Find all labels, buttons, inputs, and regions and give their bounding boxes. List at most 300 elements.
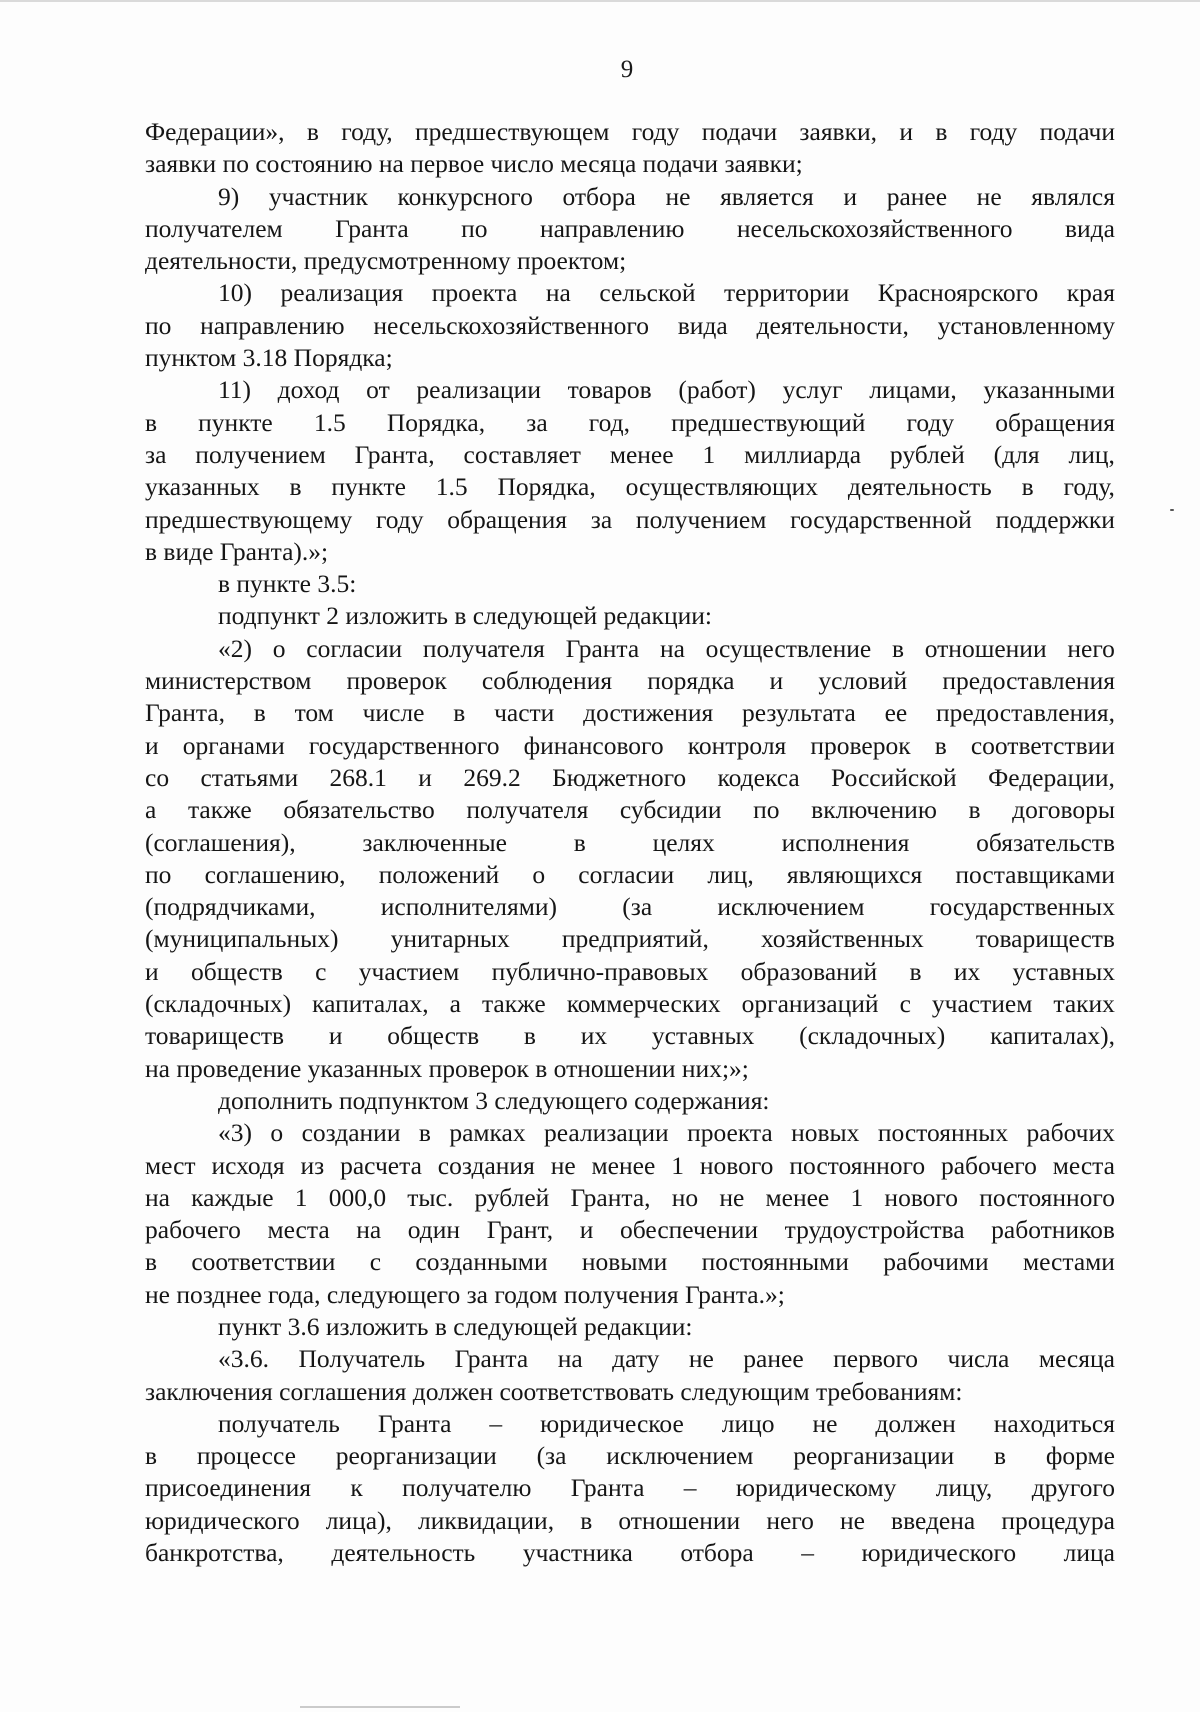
word: указанных bbox=[145, 472, 260, 502]
text-line bbox=[145, 1150, 1115, 1182]
word: – bbox=[801, 1538, 814, 1568]
word: году bbox=[375, 504, 424, 534]
word: отношении bbox=[618, 1505, 741, 1535]
word: ранее bbox=[743, 1344, 804, 1374]
word: создания bbox=[437, 1150, 535, 1180]
word: таких bbox=[1053, 989, 1115, 1019]
word: на bbox=[356, 1215, 382, 1245]
text-line bbox=[145, 407, 1115, 439]
word: достижения bbox=[583, 698, 714, 728]
word: хозяйственных bbox=[760, 924, 924, 954]
page-number: 9 bbox=[620, 56, 634, 83]
word: по bbox=[145, 310, 172, 340]
word: рабочими bbox=[883, 1247, 989, 1277]
word: товариществ bbox=[145, 1021, 285, 1051]
word: статьями bbox=[200, 762, 299, 792]
word: форме bbox=[1045, 1441, 1115, 1471]
text-line bbox=[145, 1214, 1115, 1246]
word: Гранта, bbox=[570, 1182, 651, 1212]
word: за bbox=[590, 504, 613, 534]
word: получателя bbox=[422, 633, 545, 663]
word: соответствии bbox=[970, 730, 1115, 760]
word: проверок bbox=[346, 666, 447, 696]
word: расчета bbox=[340, 1150, 422, 1180]
word: реорганизации bbox=[335, 1441, 497, 1471]
word: первого bbox=[833, 1344, 919, 1374]
word: участием bbox=[358, 956, 460, 986]
word: заключенные bbox=[362, 827, 507, 857]
word: в bbox=[418, 1118, 431, 1148]
word: к bbox=[350, 1473, 363, 1503]
text-line bbox=[145, 213, 1115, 245]
word: юридическому bbox=[735, 1473, 897, 1503]
word: согласии bbox=[306, 633, 403, 663]
word: включению bbox=[811, 795, 937, 825]
text-line bbox=[145, 181, 1115, 213]
word: публично-правовых bbox=[491, 956, 709, 986]
word: в bbox=[306, 117, 319, 146]
word: году bbox=[969, 117, 1018, 146]
word: исходя bbox=[211, 1150, 285, 1180]
word: в bbox=[994, 1441, 1007, 1471]
word: вида bbox=[1064, 213, 1115, 243]
word: юридического bbox=[861, 1538, 1017, 1568]
word: Порядка, bbox=[386, 407, 486, 437]
word: обязательство bbox=[283, 795, 435, 825]
word: создании bbox=[301, 1118, 401, 1148]
word: целях bbox=[652, 827, 715, 857]
word: местами bbox=[1022, 1247, 1115, 1277]
word: результата bbox=[741, 698, 856, 728]
text-line bbox=[145, 1343, 1115, 1375]
word: должен bbox=[875, 1408, 956, 1438]
word: месяца bbox=[1038, 1344, 1115, 1374]
text-line bbox=[145, 697, 1115, 729]
word: участник bbox=[268, 181, 368, 211]
word: отношении bbox=[924, 633, 1047, 663]
text-line: деятельности, предусмотренному проектом; bbox=[145, 246, 627, 276]
document-body bbox=[145, 116, 1115, 1569]
text-line: подпункт 2 изложить в следующей редакции: bbox=[218, 601, 712, 631]
word: составляет bbox=[463, 439, 581, 469]
word: края bbox=[1066, 278, 1115, 308]
word: части bbox=[494, 698, 555, 728]
text-line: в пункте 3.5: bbox=[218, 569, 357, 599]
word: лицо bbox=[721, 1408, 775, 1438]
word: исполнителями) bbox=[380, 892, 558, 922]
word: Грант, bbox=[486, 1215, 554, 1245]
word: получением bbox=[635, 504, 767, 534]
word: рабочих bbox=[1026, 1118, 1115, 1148]
text-line: на проведение указанных проверок в отношении них;»; bbox=[145, 1053, 749, 1083]
word: рублей bbox=[889, 439, 965, 469]
word: и bbox=[769, 666, 784, 696]
word: Бюджетного bbox=[552, 762, 687, 792]
word: и bbox=[328, 1021, 343, 1051]
word: процедура bbox=[1001, 1505, 1115, 1535]
word: ее bbox=[884, 698, 908, 728]
word: в bbox=[145, 1441, 158, 1471]
word: 268.1 bbox=[329, 762, 387, 792]
text-line bbox=[145, 891, 1115, 923]
word: 000,0 bbox=[328, 1182, 387, 1212]
word: созданными bbox=[415, 1247, 548, 1277]
text-line bbox=[145, 1182, 1115, 1214]
word: деятельность bbox=[331, 1538, 476, 1568]
text-line bbox=[145, 762, 1115, 794]
text-line bbox=[145, 1505, 1115, 1537]
word: предоставления, bbox=[936, 698, 1115, 728]
word: о bbox=[272, 633, 286, 663]
word: по bbox=[461, 213, 488, 243]
word: являющихся bbox=[786, 859, 923, 889]
word: соответствии bbox=[191, 1247, 336, 1277]
word: направлению bbox=[200, 310, 345, 340]
word: организаций bbox=[741, 989, 879, 1019]
text-line bbox=[145, 956, 1115, 988]
text-line bbox=[145, 988, 1115, 1020]
text-line: дополнить подпунктом 3 следующего содержания: bbox=[218, 1085, 770, 1115]
word: и bbox=[418, 762, 432, 792]
word: на bbox=[545, 278, 571, 308]
word: сельской bbox=[599, 278, 696, 308]
word: в bbox=[580, 1505, 593, 1535]
word: лицу, bbox=[935, 1473, 993, 1503]
word: не bbox=[812, 1408, 838, 1438]
word: Гранта bbox=[454, 1344, 529, 1374]
word: него bbox=[1067, 633, 1115, 663]
word: отбора bbox=[680, 1538, 754, 1568]
word: в bbox=[523, 1021, 536, 1051]
word: менее bbox=[591, 1150, 656, 1180]
text-line: в виде Гранта).»; bbox=[145, 536, 329, 566]
word: мест bbox=[145, 1150, 196, 1180]
word: капиталах), bbox=[990, 1021, 1115, 1051]
word: менее bbox=[609, 439, 674, 469]
word: не bbox=[665, 181, 691, 211]
text-line bbox=[145, 1537, 1115, 1569]
word: направлению bbox=[539, 213, 685, 243]
word: тыс. bbox=[407, 1182, 454, 1212]
word: (за bbox=[536, 1441, 567, 1471]
word: пункте bbox=[198, 407, 273, 437]
word: указанными bbox=[983, 375, 1115, 405]
word: «2) bbox=[218, 633, 252, 663]
text-line bbox=[145, 827, 1115, 859]
word: образований bbox=[740, 956, 878, 986]
word: него bbox=[766, 1505, 814, 1535]
word: финансового bbox=[523, 730, 664, 760]
text-line bbox=[145, 730, 1115, 762]
word: 10) bbox=[218, 278, 252, 308]
word: введена bbox=[891, 1505, 976, 1535]
word: в bbox=[934, 730, 947, 760]
word: Гранта bbox=[565, 633, 640, 663]
word: в bbox=[968, 795, 981, 825]
word: получателю bbox=[402, 1473, 532, 1503]
word: в bbox=[145, 1247, 158, 1277]
word: с bbox=[315, 956, 327, 986]
word: места bbox=[267, 1215, 330, 1245]
text-line bbox=[145, 116, 1115, 148]
word: находиться bbox=[993, 1408, 1115, 1438]
word: Получатель bbox=[298, 1344, 426, 1374]
word: году, bbox=[1063, 472, 1115, 502]
word: на bbox=[145, 1182, 170, 1212]
word: государственной bbox=[790, 504, 972, 534]
word: году bbox=[631, 117, 680, 146]
word: менее bbox=[765, 1182, 830, 1212]
scan-speck bbox=[1170, 509, 1174, 511]
word: 11) bbox=[218, 375, 252, 405]
word: и bbox=[843, 181, 858, 211]
word: – bbox=[489, 1408, 503, 1438]
word: товаров bbox=[567, 375, 652, 405]
word: пункте bbox=[331, 472, 406, 502]
text-line: пунктом 3.18 Порядка; bbox=[145, 343, 393, 373]
word: на bbox=[557, 1344, 583, 1374]
text-line bbox=[145, 1408, 1115, 1440]
word: о bbox=[270, 1118, 284, 1148]
word: участника bbox=[522, 1538, 633, 1568]
word: по bbox=[753, 795, 780, 825]
word: не bbox=[839, 1505, 865, 1535]
word: нового bbox=[699, 1150, 774, 1180]
word: лиц, bbox=[707, 859, 754, 889]
word: год, bbox=[588, 407, 630, 437]
text-line bbox=[145, 1117, 1115, 1149]
text-line: заявки по состоянию на первое число месяца подачи заявки; bbox=[145, 149, 803, 179]
word: присоединения bbox=[145, 1473, 312, 1503]
word: кодекса bbox=[717, 762, 800, 792]
word: из bbox=[300, 1150, 325, 1180]
word: осуществляющих bbox=[625, 472, 819, 502]
word: проекта bbox=[431, 278, 518, 308]
word: реализации bbox=[416, 375, 541, 405]
word: субсидии bbox=[619, 795, 722, 825]
word: предшествующий bbox=[671, 407, 866, 437]
word: от bbox=[366, 375, 390, 405]
word: обществ bbox=[190, 956, 283, 986]
word: работников bbox=[991, 1215, 1115, 1245]
word: государственного bbox=[308, 730, 500, 760]
word: постоянного bbox=[979, 1182, 1115, 1212]
word: Гранта bbox=[377, 1408, 452, 1438]
word: но bbox=[671, 1182, 699, 1212]
word: обязательств bbox=[976, 827, 1115, 857]
word: 269.2 bbox=[463, 762, 521, 792]
text-line bbox=[145, 633, 1115, 665]
word: (складочных) bbox=[799, 1021, 946, 1051]
word: том bbox=[294, 698, 334, 728]
word: министерством bbox=[145, 666, 312, 696]
word: юридическое bbox=[540, 1408, 684, 1438]
text-line bbox=[145, 794, 1115, 826]
word: Красноярского bbox=[877, 278, 1039, 308]
word: получатель bbox=[218, 1408, 340, 1438]
text-line bbox=[145, 471, 1115, 503]
word: рублей bbox=[474, 1182, 550, 1212]
word: в bbox=[253, 698, 266, 728]
word: органами bbox=[182, 730, 285, 760]
text-line bbox=[145, 665, 1115, 697]
word: Гранта, bbox=[354, 439, 435, 469]
word: и bbox=[145, 956, 159, 986]
text-line bbox=[145, 310, 1115, 342]
word: с bbox=[369, 1247, 382, 1277]
word: рабочего bbox=[940, 1150, 1037, 1180]
word: в bbox=[145, 407, 158, 437]
word: капиталах, bbox=[312, 989, 429, 1019]
word: предшествующем bbox=[414, 117, 610, 146]
word: новыми bbox=[581, 1247, 668, 1277]
word: получателя bbox=[466, 795, 589, 825]
word: 1 bbox=[671, 1150, 684, 1180]
word: предшествующему bbox=[145, 504, 353, 534]
text-line bbox=[145, 504, 1115, 536]
word: банкротства, bbox=[145, 1538, 284, 1568]
word: предоставления bbox=[942, 666, 1115, 696]
word: один bbox=[407, 1215, 461, 1245]
word: вида bbox=[677, 310, 728, 340]
word: контроля bbox=[687, 730, 787, 760]
word: их bbox=[953, 956, 981, 986]
word: (за bbox=[622, 892, 653, 922]
word: «3.6. bbox=[218, 1344, 269, 1374]
word: «3) bbox=[218, 1118, 252, 1148]
word: Гранта bbox=[335, 213, 409, 243]
word: обеспечении bbox=[619, 1215, 759, 1245]
word: деятельности, bbox=[756, 310, 909, 340]
word: Федерации», bbox=[145, 117, 285, 146]
word: в bbox=[573, 827, 586, 857]
word: является bbox=[720, 181, 814, 211]
word: доход bbox=[277, 375, 340, 405]
word: (для bbox=[993, 439, 1040, 469]
word: места bbox=[1052, 1150, 1115, 1180]
word: обращения bbox=[995, 407, 1115, 437]
text-line bbox=[145, 923, 1115, 955]
word: также bbox=[187, 795, 252, 825]
word: постоянными bbox=[701, 1247, 849, 1277]
word: каждые bbox=[191, 1182, 274, 1212]
scan-edge-bottom bbox=[300, 1706, 460, 1708]
text-line bbox=[145, 1472, 1115, 1504]
word: соглашению, bbox=[204, 859, 346, 889]
text-line bbox=[145, 859, 1115, 891]
word: трудоустройства bbox=[784, 1215, 965, 1245]
word: и bbox=[899, 117, 913, 146]
word: – bbox=[683, 1473, 697, 1503]
word: проекта bbox=[687, 1118, 773, 1148]
word: установленному bbox=[937, 310, 1115, 340]
text-line bbox=[145, 1440, 1115, 1472]
word: 1 bbox=[702, 439, 716, 469]
text-line: не позднее года, следующего за годом получения Гранта.»; bbox=[145, 1279, 785, 1309]
word: исполнения bbox=[781, 827, 910, 857]
word: уставных bbox=[651, 1021, 755, 1051]
word: дату bbox=[612, 1344, 660, 1374]
text-line bbox=[145, 1246, 1115, 1278]
word: лицами, bbox=[869, 375, 957, 405]
word: несельскохозяйственного bbox=[373, 310, 650, 340]
word: (работ) bbox=[678, 375, 756, 405]
word: Порядка, bbox=[497, 472, 596, 502]
text-line bbox=[145, 374, 1115, 406]
word: за bbox=[145, 439, 167, 469]
word: соблюдения bbox=[481, 666, 613, 696]
word: Российской bbox=[831, 762, 957, 792]
word: территории bbox=[724, 278, 850, 308]
word: другого bbox=[1031, 1473, 1115, 1503]
word: осуществление bbox=[705, 633, 872, 663]
word: обществ bbox=[387, 1021, 480, 1051]
word: несельскохозяйственного bbox=[736, 213, 1013, 243]
word: (складочных) bbox=[145, 989, 292, 1019]
word: постоянного bbox=[789, 1150, 926, 1180]
word: ранее bbox=[886, 181, 948, 211]
word: (муниципальных) bbox=[145, 924, 339, 954]
word: 1.5 bbox=[435, 472, 468, 502]
word: положений bbox=[378, 859, 500, 889]
word: деятельность bbox=[847, 472, 992, 502]
word: подачи bbox=[701, 117, 778, 146]
word: а bbox=[449, 989, 461, 1019]
word: поставщиками bbox=[955, 859, 1115, 889]
word: государственных bbox=[929, 892, 1115, 922]
word: согласии bbox=[578, 859, 675, 889]
word: (соглашения), bbox=[145, 827, 296, 857]
word: получателем bbox=[145, 213, 283, 243]
word: порядка bbox=[647, 666, 735, 696]
word: со bbox=[145, 762, 170, 792]
word: за bbox=[526, 407, 548, 437]
word: 1.5 bbox=[313, 407, 346, 437]
word: не bbox=[688, 1344, 714, 1374]
word: поддержки bbox=[995, 504, 1115, 534]
word: не bbox=[976, 181, 1002, 211]
word: числа bbox=[947, 1344, 1010, 1374]
word: нового bbox=[884, 1182, 959, 1212]
word: получением bbox=[195, 439, 326, 469]
word: году, bbox=[341, 117, 393, 146]
word: заявки, bbox=[799, 117, 877, 146]
word: юридического bbox=[145, 1505, 300, 1535]
word: реорганизации bbox=[793, 1441, 955, 1471]
word: и bbox=[145, 730, 159, 760]
word: с bbox=[899, 989, 911, 1019]
word: участием bbox=[931, 989, 1033, 1019]
word: уставных bbox=[1012, 956, 1115, 986]
scan-edge-top bbox=[0, 0, 1200, 2]
word: Гранта bbox=[570, 1473, 645, 1503]
word: 1 bbox=[294, 1182, 308, 1212]
word: году bbox=[906, 407, 955, 437]
text-line bbox=[145, 439, 1115, 471]
word: обращения bbox=[447, 504, 568, 534]
word: реализация bbox=[280, 278, 404, 308]
word: в bbox=[935, 117, 948, 146]
word: также bbox=[481, 989, 546, 1019]
word: подачи bbox=[1039, 117, 1115, 146]
word: постоянных bbox=[877, 1118, 1009, 1148]
word: а bbox=[145, 795, 157, 825]
word: коммерческих bbox=[566, 989, 721, 1019]
word: условий bbox=[818, 666, 908, 696]
word: не bbox=[719, 1182, 745, 1212]
word: рамках bbox=[449, 1118, 526, 1148]
word: предприятий, bbox=[561, 924, 709, 954]
